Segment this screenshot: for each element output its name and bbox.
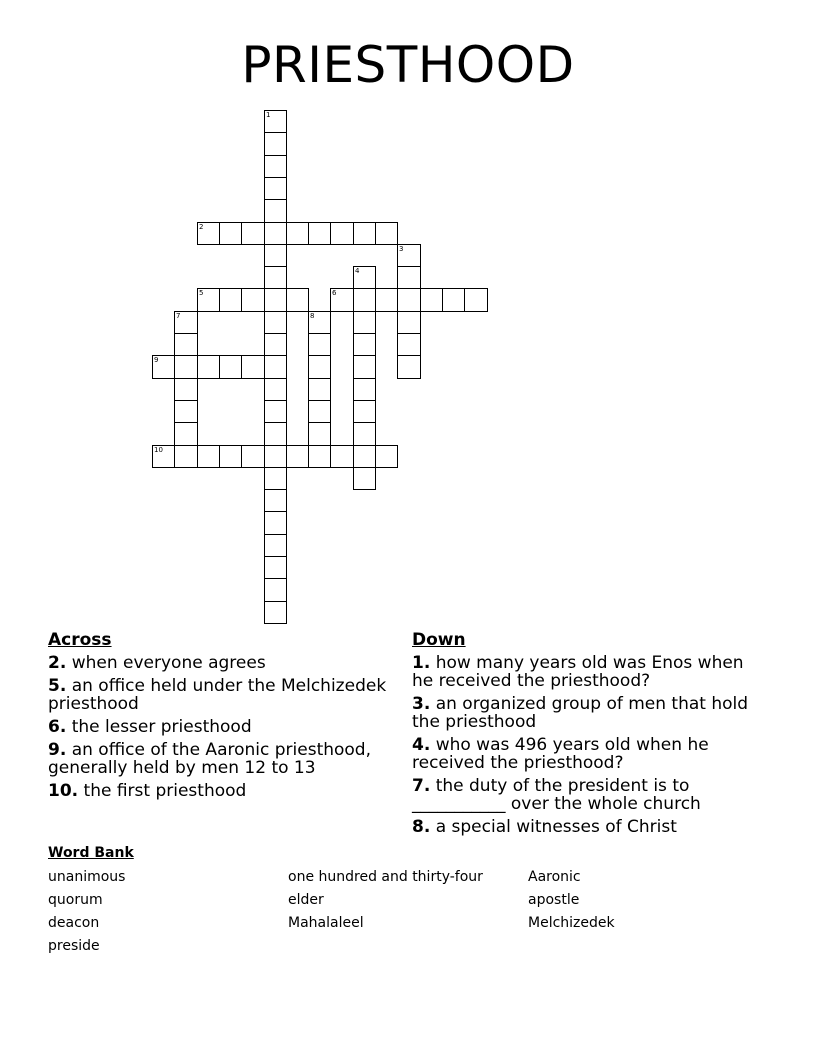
grid-cell[interactable] <box>264 556 287 579</box>
grid-cell[interactable] <box>397 333 421 356</box>
grid-cell[interactable] <box>241 355 265 379</box>
grid-cell[interactable] <box>264 489 287 512</box>
grid-cell[interactable] <box>264 244 287 267</box>
clue-number: 3. <box>412 694 431 714</box>
puzzle-title: PRIESTHOOD <box>241 36 575 94</box>
grid-cell[interactable] <box>264 467 287 490</box>
grid-cell[interactable] <box>219 355 242 379</box>
grid-cell[interactable] <box>353 355 376 379</box>
grid-cell[interactable] <box>241 445 265 468</box>
grid-cell[interactable] <box>308 333 331 356</box>
grid-cell[interactable] <box>397 311 421 334</box>
grid-cell[interactable] <box>353 288 376 312</box>
grid-cell[interactable] <box>264 445 287 468</box>
grid-cell[interactable] <box>353 400 376 423</box>
word-bank-item: elder <box>288 892 324 908</box>
grid-cell[interactable] <box>264 378 287 401</box>
grid-cell[interactable] <box>420 288 443 312</box>
grid-cell[interactable] <box>197 288 220 312</box>
grid-cell[interactable] <box>174 333 198 356</box>
grid-cell[interactable] <box>464 288 488 312</box>
grid-cell[interactable] <box>286 445 309 468</box>
grid-cell[interactable] <box>308 378 331 401</box>
grid-cell[interactable] <box>264 311 287 334</box>
grid-cell[interactable] <box>264 222 287 245</box>
down-heading: Down <box>412 630 466 650</box>
word-bank-item: one hundred and thirty-four <box>288 869 483 885</box>
grid-cell[interactable] <box>353 266 376 289</box>
grid-cell[interactable] <box>174 445 198 468</box>
clue-down-3 <box>412 695 762 731</box>
grid-cell[interactable] <box>264 355 287 379</box>
grid-cell[interactable] <box>353 222 376 245</box>
grid-cell[interactable] <box>375 222 398 245</box>
clue-number: 5. <box>48 676 67 696</box>
clue-text: the first priesthood <box>83 781 247 801</box>
clue-text: how many years old was Enos when he received the priesthood? <box>412 653 744 691</box>
grid-cell[interactable] <box>264 288 287 312</box>
grid-cell[interactable] <box>397 266 421 289</box>
word-bank-item: preside <box>48 938 100 954</box>
clue-text: when everyone agrees <box>71 653 266 673</box>
cell-number: 6 <box>332 289 337 297</box>
grid-cell[interactable] <box>152 355 175 379</box>
grid-cell[interactable] <box>264 177 287 200</box>
clue-text: the lesser priesthood <box>71 717 252 737</box>
across-heading: Across <box>48 630 112 650</box>
grid-cell[interactable] <box>264 578 287 602</box>
grid-cell[interactable] <box>308 422 331 446</box>
grid-cell[interactable] <box>375 288 398 312</box>
clue-text: an office of the Aaronic priesthood, generally held by men 12 to 13 <box>48 740 372 778</box>
cell-number: 3 <box>399 245 404 253</box>
cell-number: 10 <box>154 446 163 454</box>
grid-cell[interactable] <box>330 445 354 468</box>
grid-cell[interactable] <box>308 400 331 423</box>
grid-cell[interactable] <box>330 222 354 245</box>
clue-text: an organized group of men that hold the priesthood <box>412 694 749 732</box>
word-bank-item: quorum <box>48 892 103 908</box>
clue-text: the duty of the president is to ___________ over the whole church <box>412 776 701 814</box>
grid-cell[interactable] <box>152 445 175 468</box>
clue-across-9 <box>48 741 400 777</box>
clue-across-6 <box>48 718 400 736</box>
grid-cell[interactable] <box>308 222 331 245</box>
grid-cell[interactable] <box>264 422 287 446</box>
grid-cell[interactable] <box>197 355 220 379</box>
grid-cell[interactable] <box>264 132 287 156</box>
word-bank-heading: Word Bank <box>48 845 134 861</box>
grid-cell[interactable] <box>264 110 287 133</box>
grid-cell[interactable] <box>353 333 376 356</box>
word-bank-item: Aaronic <box>528 869 581 885</box>
grid-cell[interactable] <box>375 445 398 468</box>
cell-number: 1 <box>266 111 271 119</box>
grid-cell[interactable] <box>241 288 265 312</box>
grid-cell[interactable] <box>264 333 287 356</box>
grid-cell[interactable] <box>264 400 287 423</box>
grid-cell[interactable] <box>353 445 376 468</box>
clue-text: an office held under the Melchizedek priesthood <box>48 676 387 714</box>
grid-cell[interactable] <box>174 378 198 401</box>
grid-cell[interactable] <box>264 199 287 223</box>
grid-cell[interactable] <box>286 288 309 312</box>
clue-down-4 <box>412 736 762 772</box>
grid-cell[interactable] <box>219 222 242 245</box>
grid-cell[interactable] <box>308 445 331 468</box>
clue-text: a special witnesses of Christ <box>435 817 677 837</box>
cell-number: 5 <box>199 289 204 297</box>
grid-cell[interactable] <box>264 155 287 178</box>
grid-cell[interactable] <box>353 422 376 446</box>
clue-across-10 <box>48 782 400 800</box>
grid-cell[interactable] <box>308 311 331 334</box>
clue-across-2 <box>48 654 400 672</box>
grid-cell[interactable] <box>264 601 287 624</box>
grid-cell[interactable] <box>353 378 376 401</box>
word-bank-item: unanimous <box>48 869 126 885</box>
clue-text: who was 496 years old when he received the priesthood? <box>412 735 709 773</box>
grid-cell[interactable] <box>397 244 421 267</box>
word-bank-item: deacon <box>48 915 100 931</box>
grid-cell[interactable] <box>308 355 331 379</box>
cell-number: 9 <box>154 356 159 364</box>
clue-number: 10. <box>48 781 79 801</box>
word-bank-list <box>48 868 768 955</box>
grid-cell[interactable] <box>353 311 376 334</box>
grid-cell[interactable] <box>197 222 220 245</box>
grid-cell[interactable] <box>330 288 354 312</box>
grid-cell[interactable] <box>353 467 376 490</box>
clue-across-5 <box>48 677 400 713</box>
clue-number: 6. <box>48 717 67 737</box>
word-bank <box>48 844 768 955</box>
grid-cell[interactable] <box>264 534 287 557</box>
grid-cell[interactable] <box>397 288 421 312</box>
clue-number: 8. <box>412 817 431 837</box>
across-clues <box>48 630 400 805</box>
cell-number: 7 <box>176 312 181 320</box>
clue-down-7 <box>412 777 762 813</box>
clue-number: 7. <box>412 776 431 796</box>
grid-cell[interactable] <box>442 288 465 312</box>
grid-cell[interactable] <box>197 445 220 468</box>
cell-number: 4 <box>355 267 360 275</box>
word-bank-item: Mahalaleel <box>288 915 364 931</box>
clue-number: 9. <box>48 740 67 760</box>
clue-number: 4. <box>412 735 431 755</box>
grid-cell[interactable] <box>241 222 265 245</box>
word-bank-item: apostle <box>528 892 580 908</box>
grid-cell[interactable] <box>219 445 242 468</box>
down-clues <box>412 630 762 841</box>
grid-cell[interactable] <box>174 400 198 423</box>
cell-number: 2 <box>199 223 204 231</box>
clue-number: 2. <box>48 653 67 673</box>
word-bank-item: Melchizedek <box>528 915 615 931</box>
clue-down-8 <box>412 818 762 836</box>
grid-cell[interactable] <box>264 511 287 535</box>
grid-cell[interactable] <box>397 355 421 379</box>
grid-cell[interactable] <box>264 266 287 289</box>
clue-down-1 <box>412 654 762 690</box>
cell-number: 8 <box>310 312 315 320</box>
grid-cell[interactable] <box>174 422 198 446</box>
grid-cell[interactable] <box>219 288 242 312</box>
grid-cell[interactable] <box>174 355 198 379</box>
clue-number: 1. <box>412 653 431 673</box>
grid-cell[interactable] <box>174 311 198 334</box>
grid-cell[interactable] <box>286 222 309 245</box>
